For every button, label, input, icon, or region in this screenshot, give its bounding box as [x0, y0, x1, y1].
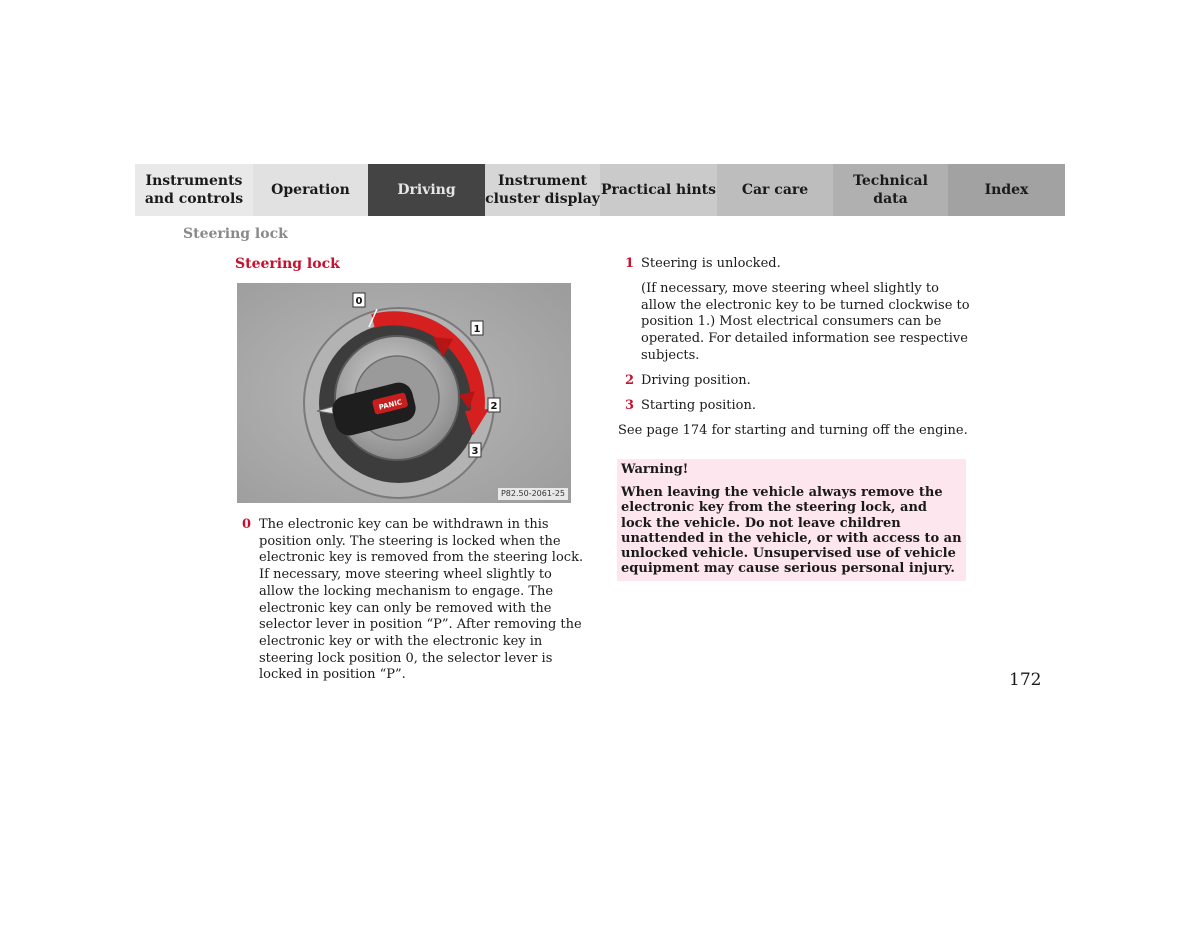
tab-technical-data[interactable]: [833, 164, 948, 216]
tab-label: Instrument cluster display: [485, 173, 600, 207]
item-number: 1: [625, 256, 635, 271]
item-text: Steering is unlocked.: [641, 256, 781, 271]
figure-code: P82.50-2061-25: [498, 488, 568, 500]
tab-operation[interactable]: [253, 164, 368, 216]
item-text: Starting position.: [641, 398, 756, 413]
warning-title: Warning!: [621, 462, 689, 477]
position-label-2: 2: [490, 401, 498, 412]
page-number: 172: [1009, 670, 1042, 690]
breadcrumb: Steering lock: [183, 226, 288, 242]
warning-text: When leaving the vehicle always remove the electronic key from the steering lock, and lock the vehicle. Do not leave children unattended in the vehicle, or with access to an unlocked vehicle. Unsupervised use of vehicle equipment may cause serious personal injury.: [621, 485, 962, 577]
list-item: [625, 373, 970, 390]
position-label-1: 1: [473, 324, 481, 335]
item-text: The electronic key can be withdrawn in this position only. The steering is locked when the electronic key is removed from the steering lock. If necessary, move steering wheel slightly to allow the locking mechanism to engage. The electronic key can only be removed with the selector lever in position “P”. After removing the electronic key or with the electronic key in steering lock position 0, the selector lever is locked in position “P”.: [259, 517, 584, 683]
tab-label: Practical hints: [600, 182, 717, 198]
steering-lock-drawing: [237, 283, 571, 503]
position-label-3: 3: [471, 446, 479, 457]
panic-button-label: PANIC: [378, 398, 403, 412]
list-item: [625, 256, 970, 273]
position-label-0: 0: [355, 296, 363, 307]
item-text: Driving position.: [641, 373, 751, 388]
item-1-note: (If necessary, move steering wheel slightly to allow the electronic key to be turned clockwise to position 1.) Most electrical consumers can be operated. For detailed information see respective subjects.: [641, 281, 970, 363]
tab-instrument-cluster-display[interactable]: [485, 164, 600, 216]
tab-label: Instruments and controls: [144, 173, 244, 207]
tab-label: Technical data: [853, 173, 928, 207]
section-heading: Steering lock: [235, 256, 340, 272]
tab-index[interactable]: [948, 164, 1065, 216]
item-number: 2: [625, 373, 635, 388]
tab-instruments-and-controls[interactable]: [135, 164, 253, 216]
top-navigation: [135, 164, 1065, 216]
tab-label: Index: [984, 182, 1029, 198]
steering-lock-illustration: [237, 283, 571, 503]
tab-car-care[interactable]: [717, 164, 833, 216]
list-item: [625, 398, 970, 415]
warning-box: [617, 459, 966, 581]
item-number: 3: [625, 398, 635, 413]
tab-practical-hints[interactable]: [600, 164, 717, 216]
list-item: [242, 517, 587, 684]
item-number: 0: [242, 517, 252, 532]
tab-label: Car care: [741, 182, 809, 198]
tab-driving[interactable]: [368, 164, 485, 216]
tab-label: Operation: [271, 182, 350, 198]
tab-label: Driving: [397, 182, 456, 198]
page-reference: See page 174 for starting and turning off the engine.: [618, 423, 968, 438]
